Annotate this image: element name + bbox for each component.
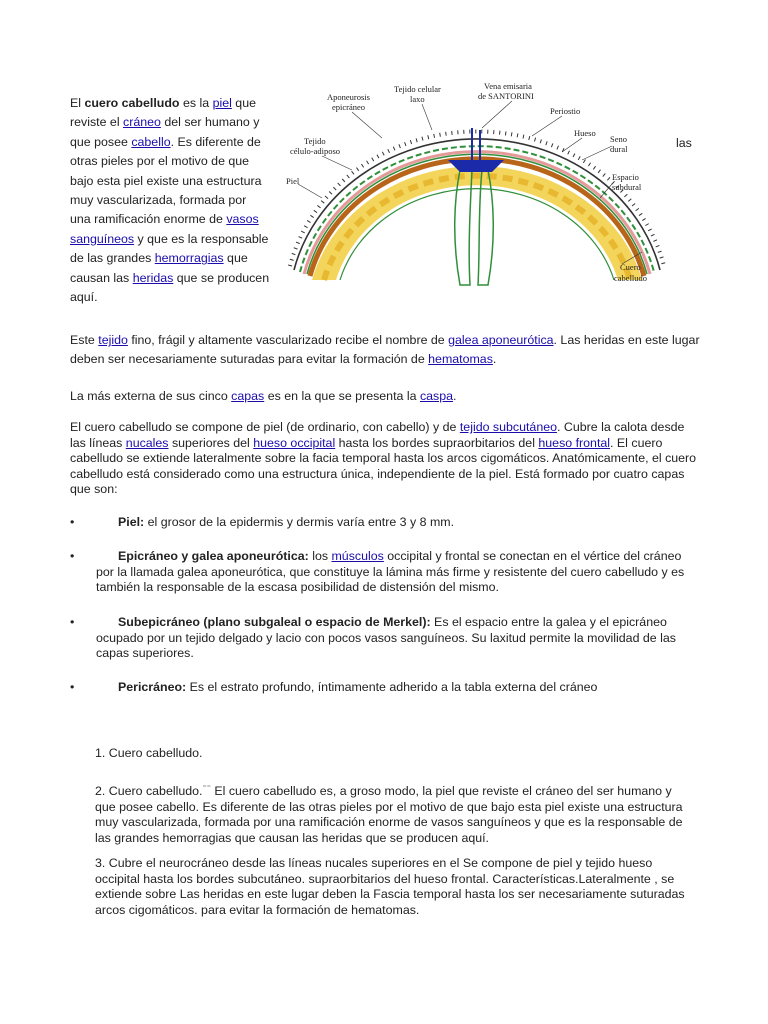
label-tejido-celular-2: laxo (410, 94, 425, 104)
numbered-item-1: 1. Cuero cabelludo. (95, 746, 203, 760)
intro-text: que causan las (70, 251, 248, 285)
bullet-dot: • (70, 615, 75, 629)
intro-text: y que es la responsable de las grandes (70, 231, 269, 266)
bullet-text (96, 680, 700, 696)
label-cuero-2: cabelludo (614, 273, 648, 283)
link-heridas[interactable]: heridas (132, 270, 174, 285)
bullet-body: Es el estrato profundo, íntimamente adherido a la tabla externa del cráneo (186, 680, 598, 694)
bullet-body: el grosor de la epidermis y dermis varía entre 3 y 8 mm. (144, 515, 455, 529)
link-vasos-sanguineos[interactable]: vasos sanguíneos (70, 212, 259, 246)
galea-text: fino, frágil y altamente vascularizado recibe el nombre de (127, 333, 449, 347)
link-piel[interactable]: piel (212, 96, 232, 110)
link-galea-aponeurotica[interactable]: galea aponeurótica (448, 333, 554, 347)
bullet-title: Epicráneo y galea aponeurótica: (118, 549, 309, 563)
numbered-item-2-body: El cuero cabelludo es, a groso modo, la piel que reviste el cráneo del ser humano y que posee cabello. Es diferente de las otras pieles por el motivo de que bajo esta piel existe una estructura muy vascularizada, formada por una ramificación enorme de vasos sanguíneos y que es la responsable de las grandes hemorragias que causan las heridas que se producen aquí. (95, 784, 683, 845)
label-hueso: Hueso (574, 128, 596, 138)
link-tejido[interactable]: tejido (98, 333, 128, 347)
galea-text: . Las heridas en este lugar deben ser necesariamente suturadas para evitar la formación de (70, 333, 700, 366)
compone-text: El cuero cabelludo se compone de piel (de ordinario, con cabello) y de (70, 420, 460, 434)
label-aponeurosis-2: epicráneo (332, 102, 366, 112)
label-tejido-2: célulo-adiposo (290, 146, 341, 156)
floating-text-las: las (676, 136, 692, 150)
label-tejido-1: Tejido (304, 136, 326, 146)
label-tejido-celular-1: Tejido celular (394, 84, 441, 94)
bullet-body: occipital y frontal se conectan en el vértice del cráneo por la llamada galea aponeurótica, que constituye la lámina más firme y resistente del cuero cabelludo y es también la responsable de la escasa posibilidad de distensión del mismo. (96, 549, 685, 594)
label-vena-emisaria-2: de SANTORINI (478, 91, 534, 101)
intro-paragraph (70, 94, 270, 307)
link-hueso-frontal[interactable]: hueso frontal (538, 435, 611, 450)
intro-text: El (70, 96, 85, 110)
numbered-item-2-mark: ⁼⁼ (202, 783, 211, 792)
bullet-title: Subepicráneo (plano subgaleal o espacio de Merkel): (118, 615, 431, 629)
compone-text: . El cuero cabelludo se extiende lateralmente sobre la facia temporal hasta los arcos cigomáticos. Anatómicamente, el cuero cabelludo está considerado como una estructura única, independiente de la piel. Está formado por cuatro capas que son: (70, 435, 697, 496)
label-aponeurosis-1: Aponeurosis (327, 92, 370, 102)
bullet-dot: • (70, 515, 75, 529)
intro-text: del ser humano y que posee (70, 115, 260, 149)
capas-paragraph (70, 388, 700, 404)
bullet-text (96, 515, 700, 531)
label-periostio: Periostio (550, 106, 581, 116)
link-hemorragias[interactable]: hemorragias (154, 251, 224, 266)
label-vena-emisaria-1: Vena emisaria (484, 81, 532, 91)
link-nucales[interactable]: nucales (125, 435, 169, 450)
intro-text: es la (179, 96, 213, 110)
numbered-item-2 (95, 780, 695, 846)
bullet-title: Piel: (118, 515, 145, 529)
falx-cerebri (455, 170, 472, 285)
bullet-pericraneo (70, 680, 700, 696)
link-hueso-occipital[interactable]: hueso occipital (253, 435, 336, 450)
galea-text: . (492, 352, 497, 366)
intro-term: cuero cabelludo (84, 96, 180, 110)
scalp-anatomy-figure (282, 80, 670, 292)
intro-text: que reviste el (70, 96, 256, 130)
compone-paragraph (70, 420, 698, 498)
bullet-epicraneo (70, 549, 700, 596)
capas-text: . (453, 389, 457, 403)
capas-text: La más externa de sus cinco (70, 389, 232, 403)
label-seno-2: dural (610, 144, 628, 154)
bullet-subepicraneo (70, 615, 700, 662)
label-piel: Piel (286, 176, 300, 186)
link-caspa[interactable]: caspa (419, 389, 454, 403)
bullet-body: Es el espacio entre la galea y el epicráneo ocupado por un tejido delgado y lacio con pocos vasos sanguíneos. Su laxitud permite la movilidad de las capas superiores. (96, 615, 676, 660)
label-espacio-2: subdural (612, 182, 642, 192)
numbered-item-2-head: 2. Cuero cabelludo. (95, 784, 203, 799)
label-cuero-1: Cuero (620, 262, 641, 272)
bullet-text (96, 615, 700, 662)
compone-text: superiores del (168, 435, 254, 450)
link-musculos[interactable]: músculos (331, 549, 384, 563)
compone-text: hasta los bordes supraorbitarios del (335, 435, 539, 450)
bullet-text (96, 549, 700, 596)
numbered-item-3: 3. Cubre el neurocráneo desde las líneas nucales superiores en el Se compone de piel y tejido hueso occipital hasta los bordes subcutáneo. supraorbitarios del hueso frontal. Características.Lateralmente , se extiende sobre Las heridas en este lugar deben la Fascia temporal hasta los ser necesariamente suturadas arcos cigomáticos. para evitar la formación de hematomas. (95, 856, 685, 917)
label-espacio-1: Espacio (612, 172, 639, 182)
link-cabello[interactable]: cabello (131, 134, 171, 149)
falx-cerebri-right (478, 170, 493, 285)
galea-text: Este (70, 333, 99, 347)
bullet-dot: • (70, 549, 75, 563)
link-tejido-subcutaneo[interactable]: tejido subcutáneo (459, 420, 557, 434)
intro-text: . Es diferente de otras pieles por el motivo de que bajo esta piel existe una estructura muy vascularizada, formada por una ramificación enorme de (70, 134, 262, 227)
capas-text: es en la que se presenta la (264, 389, 420, 403)
link-hematomas[interactable]: hematomas (428, 352, 493, 366)
label-seno-1: Seno (610, 134, 627, 144)
intro-text: que se producen aquí. (70, 270, 270, 305)
compone-text: . Cubre la calota desde las líneas (70, 420, 685, 450)
galea-paragraph (70, 331, 700, 369)
bullet-piel (70, 515, 700, 531)
link-craneo[interactable]: cráneo (123, 115, 161, 130)
bullet-dot: • (70, 680, 75, 694)
link-capas[interactable]: capas (231, 389, 265, 403)
bullet-body: los (308, 549, 332, 563)
bullet-title: Pericráneo: (118, 680, 187, 694)
